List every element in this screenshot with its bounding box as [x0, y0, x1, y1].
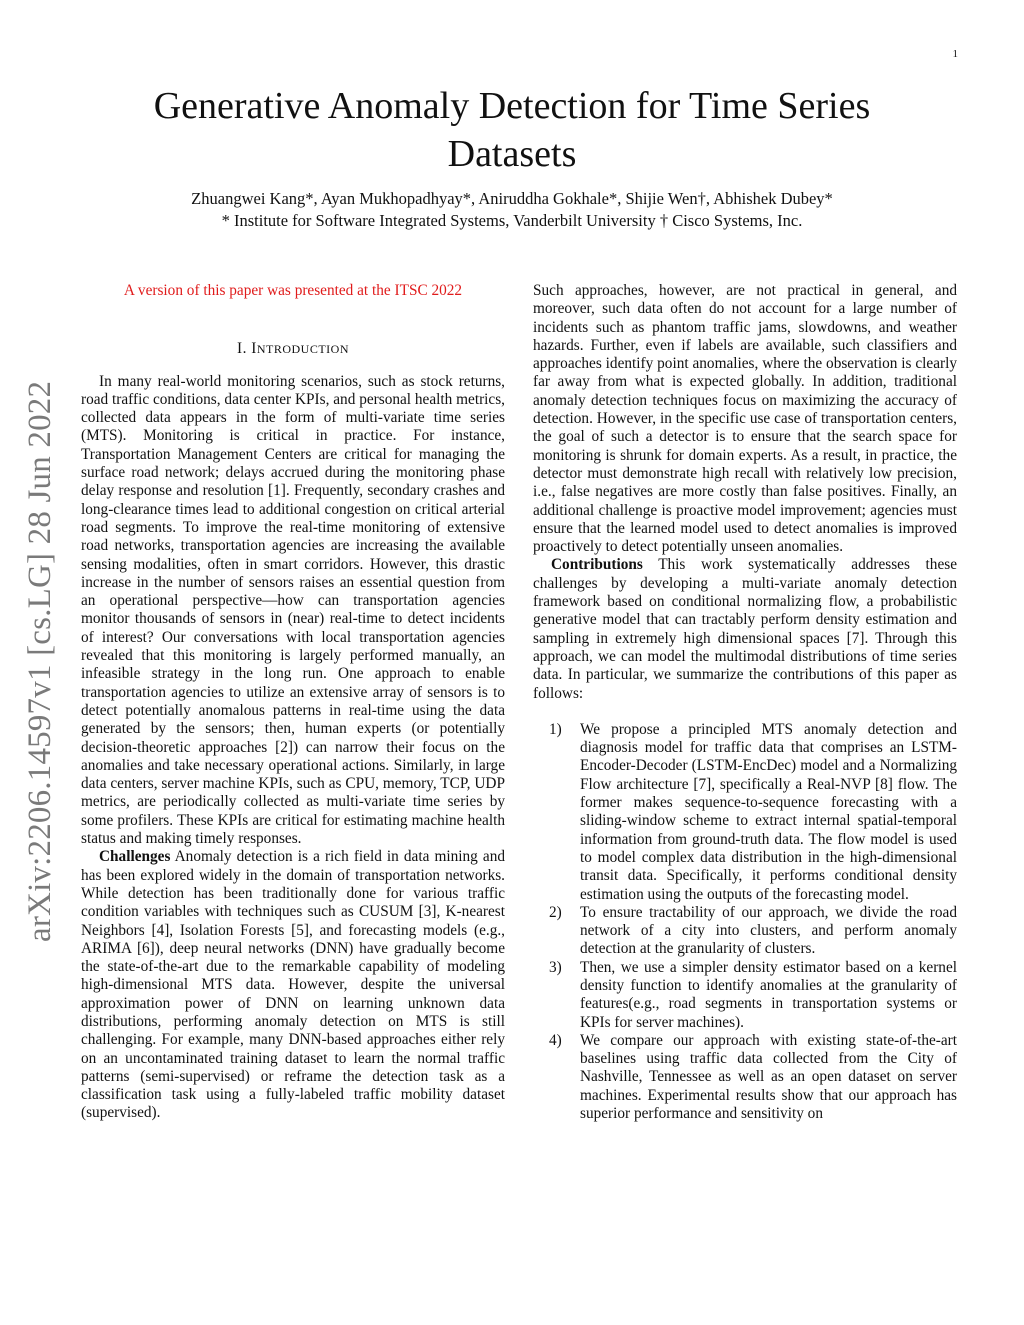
list-item-text: Then, we use a simpler density estimator based on a kernel density function to identify anomalies at the granularity of features(e.g., road segments in transportation systems or KPIs for server machines). — [580, 958, 957, 1031]
section-number: I. — [236, 340, 247, 358]
contributions-lead: Contributions — [551, 556, 643, 574]
intro-paragraph: In many real-world monitoring scenarios, such as stock returns, road traffic conditions, data center KPIs, and personal health metrics, collected data appears in the form of multi-variate time series (MTS). Monitoring is critical in practice. For instance, Transportation Management Centers are critical for managing the surface road network; delays accrued during the monitoring phase delay response and resolution [1]. Frequently, secondary crashes and long-clearance times lead to additional congestion on critical arterial road segments. To improve the real-time monitoring of extensive road networks, transportation agencies are increasing the available sensing modalities, often in smart corridors. However, this drastic increase in the number of sensors raises an essential question from an operational perspective—how can transportation agencies monitor thousands of sensors in (near) real-time to detect incidents of interest? Our conversations with local transportation agencies revealed that this monitoring is largely performed manually, an infeasible strategy in the long run. One approach to enable transportation agencies to utilize an extensive array of sensors is to detect potentially anomalous patterns in real-time using the data generated by the sensors; then, human experts (or potentially decision-theoretic approaches [2]) can narrow their focus on the anomalies and take necessary operational actions. Similarly, in large data centers, server machine KPIs, such as CPU, memory, TCP, UDP metrics, are periodically collected as multi-variate time series by some profilers. These KPIs are critical for estimating machine health status and making timely responses. — [81, 372, 505, 848]
contribution-list — [533, 721, 957, 1124]
list-item-text: We compare our approach with existing state-of-the-art baselines using traffic data collected from the City of Nashville, Tennessee as well as an open dataset on server machines. Experimental results show that our approach has superior performance and sensitivity on — [580, 1031, 957, 1123]
list-item-number: 4) — [549, 1031, 562, 1049]
paper-title: Generative Anomaly Detection for Time Series Datasets — [153, 85, 871, 175]
affiliations: * Institute for Software Integrated Systems, Vanderbilt University † Cisco Systems, Inc. — [221, 211, 803, 230]
list-item — [533, 721, 957, 904]
list-item-text: We propose a principled MTS anomaly detection and diagnosis model for traffic data that comprises an LSTM-Encoder-Decoder (LSTM-EncDec) model and a Normalizing Flow architecture [7], specifically a Real-NVP [8] flow. The former makes sequence-to-sequence forecasting with a sliding-window scheme to extract internal spatial-temporal information from ground-truth data. The flow model is used to model complex data distribution in the high-dimensional transit data. Specifically, it performs conditional density estimation using the outputs of the forecasting model. — [580, 720, 957, 903]
contributions-text: This work systematically addresses these challenges by developing a multi-variate anomaly detection framework based on conditional normalizing flow, a probabilistic generative model that can tractably perform density estimation and sampling in extremely high dimensional spaces [7]. Through this approach, we can model the multimodal distributions of time series data. In particular, we summarize the contributions of this paper as follows: — [533, 556, 957, 702]
author-list: Zhuangwei Kang*, Ayan Mukhopadhyay*, Aniruddha Gokhale*, Shijie Wen†, Abhishek Dubey* — [191, 189, 833, 208]
list-item — [533, 959, 957, 1032]
list-item-text: To ensure tractability of our approach, we divide the road network of a city into clusters, and perform anomaly detection at the granularity of clusters. — [580, 903, 957, 958]
section-title-initial: I — [251, 340, 257, 358]
list-item-number: 1) — [549, 720, 562, 738]
list-item — [533, 1032, 957, 1123]
continuation-paragraph: Such approaches, however, are not practical in general, and moreover, such data often do not account for a large number of incidents such as phantom traffic jams, slowdowns, and weather hazards. Further, even if labels are available, such classifiers and approaches identify point anomalies, where the observation is clearly far away from what is expected globally. In addition, traditional anomaly detection techniques focus on maximizing the accuracy of detection. However, in the specific use case of transportation centers, the goal of such a detector is to ensure that the search space for monitoring is shrunk for domain experts. As a result, in practice, the detector must demonstrate high recall with relatively low precision, i.e., false negatives are more costly than false positives. Finally, an additional challenge is proactive model improvement; agencies must ensure that the learned model used to detect anomalies is improved proactively to detect potentially unseen anomalies. — [533, 282, 957, 556]
challenges-lead: Challenges — [99, 848, 171, 866]
challenges-text: Anomaly detection is a rich field in data mining and has been explored widely in the domain of transportation networks. While detection has been traditionally done for various traffic condition variables with techniques such as CUSUM [3], K-nearest Neighbors [4], Isolation Forests [5], and forecasting models (e.g., ARIMA [6]), deep neural networks (DNN) have gradually become the state-of-the-art due to the remarkable capability of modeling high-dimensional MTS data. However, despite the universal approximation power of DNN on learning unknown data distributions, performing anomaly detection on MTS is still challenging. For example, many DNN-based approaches either rely on an uncontaminated training dataset to learn the normal traffic patterns (semi-supervised) or reframe the detection task as a classification task using a fully-labeled traffic mobility dataset (supervised). — [81, 848, 505, 1122]
section-heading-introduction — [81, 340, 505, 358]
list-item-number: 2) — [549, 903, 562, 921]
list-item — [533, 904, 957, 959]
challenges-paragraph — [81, 848, 505, 1122]
page-number: 1 — [952, 48, 958, 60]
list-item-number: 3) — [549, 958, 562, 976]
right-column — [533, 282, 957, 1123]
left-column — [81, 282, 505, 1123]
presentation-notice: A version of this paper was presented at the ITSC 2022 — [123, 282, 463, 299]
arxiv-side-identifier: arXiv:2206.14597v1 [cs.LG] 28 Jun 2022 — [22, 380, 58, 942]
contributions-paragraph — [533, 556, 957, 702]
section-title-rest: NTRODUCTION — [256, 342, 350, 357]
